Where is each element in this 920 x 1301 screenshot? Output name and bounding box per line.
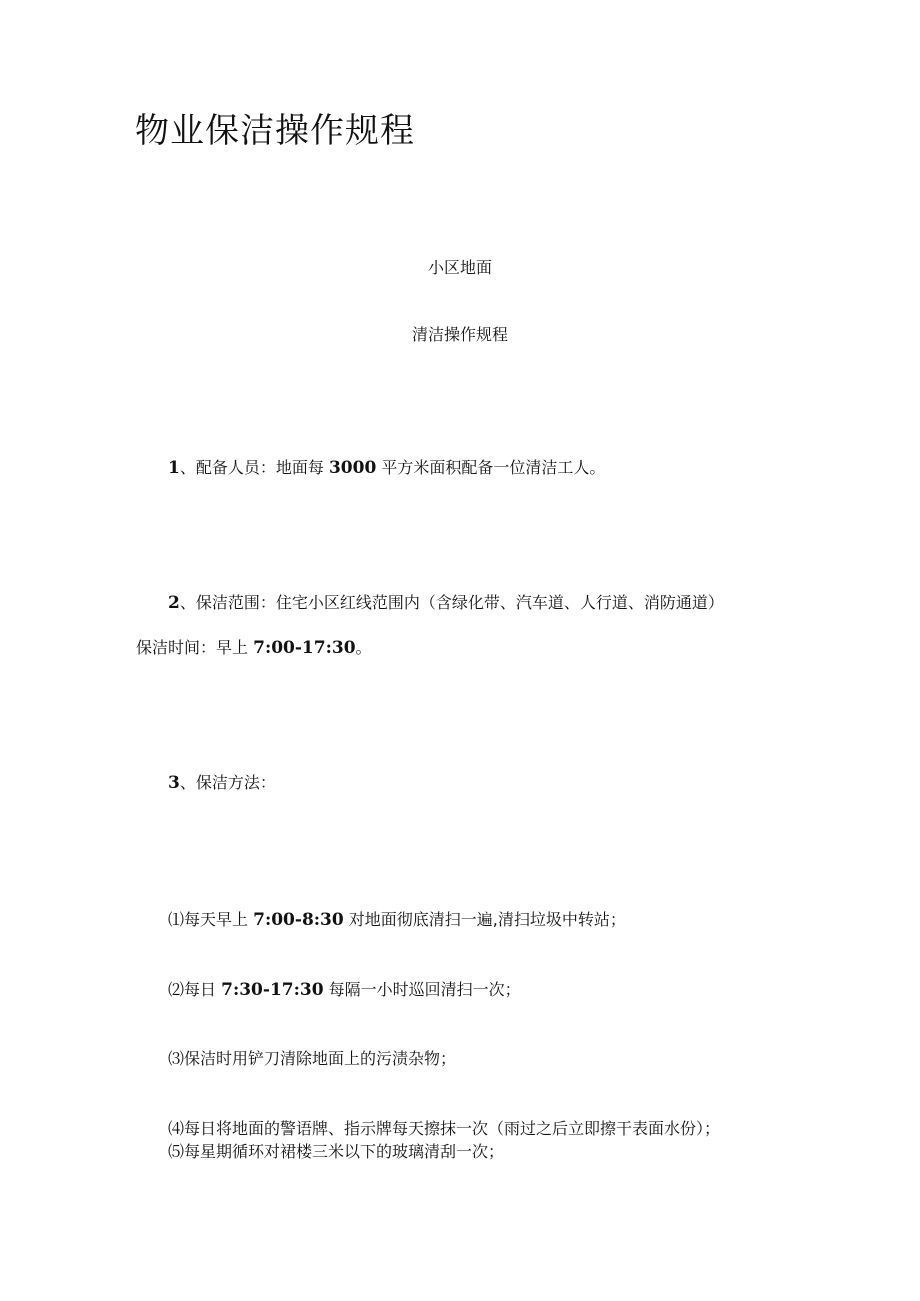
item-marker: ⑴ bbox=[168, 910, 185, 929]
section-text: 、保洁方法： bbox=[179, 773, 276, 792]
section-number: 3 bbox=[168, 773, 180, 793]
item-text: 每日将地面的警语牌、指示牌每天擦抹一次（雨过之后立即擦干表面水份）； bbox=[184, 1119, 721, 1138]
item-text: 每星期循环对裙楼三米以下的玻璃清刮一次； bbox=[184, 1142, 505, 1161]
item-text: 对地面彻底清扫一遍,清扫垃圾中转站； bbox=[348, 910, 626, 929]
item-text: 每隔一小时巡回清扫一次； bbox=[328, 980, 521, 999]
section-text: 平方米面积配备一位清洁工人。 bbox=[381, 458, 606, 477]
item-marker: ⑸ bbox=[168, 1142, 185, 1161]
item-text: 保洁时用铲刀清除地面上的污渍杂物； bbox=[184, 1049, 457, 1068]
list-item bbox=[168, 1140, 504, 1164]
section-text: 、保洁范围：住宅小区红线范围内（含绿化带、汽车道、人行道、消防通道） bbox=[179, 593, 724, 612]
time-end: 。 bbox=[355, 638, 372, 657]
list-item bbox=[168, 978, 521, 1002]
section-number: 2 bbox=[168, 593, 180, 613]
section-text: 、配备人员：地面每 bbox=[179, 458, 324, 477]
list-item bbox=[168, 1047, 456, 1071]
area-value: 3000 bbox=[328, 458, 377, 478]
item-marker: ⑶ bbox=[168, 1049, 185, 1068]
section-number: 1 bbox=[168, 458, 180, 478]
section-method bbox=[168, 771, 276, 795]
item-text: 每日 bbox=[184, 980, 217, 999]
item-time: 7:00-8:30 bbox=[253, 910, 344, 930]
section-scope bbox=[168, 591, 724, 615]
document-title: 物业保洁操作规程 bbox=[135, 111, 415, 151]
subtitle-area: 小区地面 bbox=[427, 258, 492, 277]
item-marker: ⑷ bbox=[168, 1119, 185, 1138]
time-value: 7:00-17:30 bbox=[253, 638, 356, 658]
section-staffing bbox=[168, 456, 605, 480]
item-marker: ⑵ bbox=[168, 980, 185, 999]
list-item bbox=[168, 908, 626, 932]
item-text: 每天早上 bbox=[184, 910, 249, 929]
cleaning-time bbox=[136, 636, 372, 660]
subtitle-procedure: 清洁操作规程 bbox=[411, 325, 508, 344]
item-time: 7:30-17:30 bbox=[221, 980, 324, 1000]
time-label: 保洁时间：早上 bbox=[136, 638, 249, 657]
list-item bbox=[168, 1117, 720, 1141]
